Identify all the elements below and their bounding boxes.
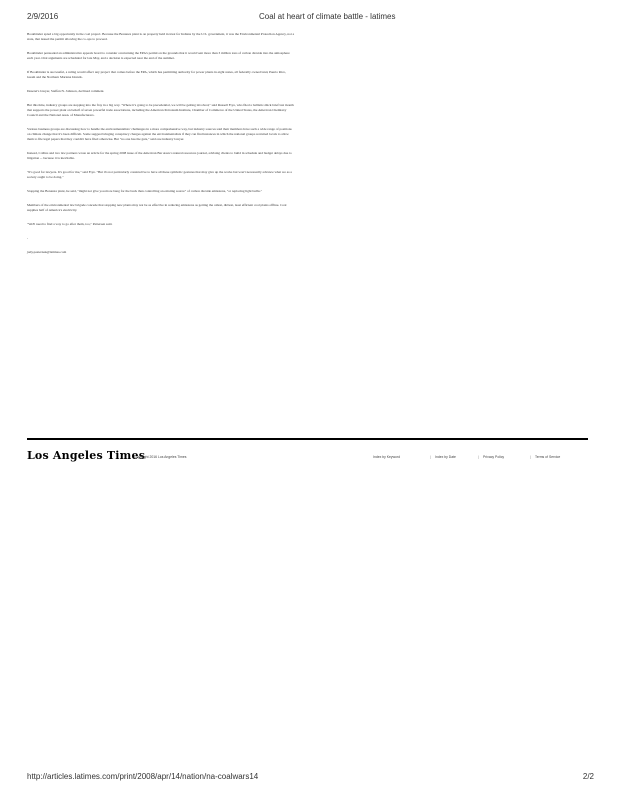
article-paragraph: If Bookbinder is successful, a ruling would affect any project that comes before the EPA, which has permitting authority for power plants in eight states, all federally owned land, Puerto Rico, Guam and the Northern Mariana Islands. bbox=[27, 70, 287, 79]
footer-link-index-date[interactable]: Index by Date bbox=[435, 455, 456, 459]
print-header bbox=[27, 12, 594, 24]
copyright-text: Copyright 2016 Los Angeles Times bbox=[134, 455, 187, 459]
footer-link-terms-of-service[interactable]: Terms of Service bbox=[535, 455, 561, 459]
article-paragraph: Deseret's lawyer, Steffen N. Johnson, declined comment. bbox=[27, 89, 105, 93]
article-paragraph: But this time, industry groups are stepping into the fray in a big way. "Where it's going to be precedential, we will be getting involved," said Russell Frye, who filed a ballistic-thick brief last month that supports the power plant on behalf of seven powerful trade associations, including the American Petroleum Institute, Chamber of Commerce of the United States, the American Chemistry Council and the National Assn. of Manufacturers. bbox=[27, 103, 294, 117]
article-body bbox=[27, 32, 295, 264]
print-page-number: 2/2 bbox=[582, 772, 594, 781]
article-paragraph: "We'll need to find a way to go after them, too," Pettersen said. bbox=[27, 222, 113, 226]
article-paragraph: Various business groups are discussing how to handle the environmentalists' challenges in a more comprehensive way, but industry sources said their members have such a wide range of positions on climate change that it's been difficult. Some suggest bringing conspiracy charges against the environmentalists if they can find instances in which the national groups recruited locals to allow them to file legal papers that they couldn't have filed otherwise. But "no one has the guts," said one industry lawyer. bbox=[27, 127, 292, 141]
site-footer bbox=[27, 438, 588, 464]
footer-link-privacy-policy[interactable]: Privacy Policy bbox=[483, 455, 505, 459]
author-email-link[interactable]: judy.pasternak@latimes.com bbox=[27, 250, 67, 254]
article-paragraph: Members of the environmental law brigade concede that stopping new plants may not be as effective in reducing emissions as getting the oldest, dirtiest, least efficient coal plants offline. Coal supplies half of America's electricity. bbox=[27, 203, 287, 212]
article-paragraph: Bookbinder persuaded an administrative appeals board to consider overturning the EPA's permit on the grounds that it would vent more than 3 million tons of carbon dioxide into the atmosphere each year. Oral arguments are scheduled for late May, and a decision is expected near the end of the summer. bbox=[27, 51, 290, 60]
footer-link-separator: | bbox=[430, 455, 431, 459]
article-paragraph: "It's good for lawyers. It's good for me," said Frye. "But it's not particularly constructive to have all these symbolic gestures that may give up the works but won't necessarily advance what we as a society ought to be doing." bbox=[27, 170, 292, 179]
la-times-logo[interactable]: Los Angeles Times bbox=[27, 449, 146, 462]
footer-link-index-keyword[interactable]: Index by Keyword bbox=[373, 455, 400, 459]
print-footer bbox=[27, 772, 594, 784]
article-paragraph: Stopping the Bonanza plant, he said, "might not give you more bang for the buck than controlling an existing source" of carbon dioxide emissions, "or replacing light bulbs." bbox=[27, 189, 263, 193]
footer-link-separator: | bbox=[478, 455, 479, 459]
print-page-title: Coal at heart of climate battle - latimes bbox=[259, 12, 396, 21]
print-date: 2/9/2016 bbox=[27, 12, 59, 21]
article-paragraph: Bookbinder spied a big opportunity in the coal project. Because the Bonanza plant is on property held in trust for Indians by the U.S. government, it was the Environmental Protection Agency, not a state, that issued the permit allowing the co-ops to proceed. bbox=[27, 32, 295, 41]
article-separator: - bbox=[27, 236, 29, 240]
article-paragraph: Instead, Collins and two law partners wrote an article for the spring 2008 issue of the American Bar Assn.'s natural resources journal, advising clients to build in schedule and budget delays due to litigation -- because it is inevitable. bbox=[27, 151, 292, 160]
print-url: http://articles.latimes.com/print/2008/apr/14/nation/na-coalwars14 bbox=[27, 772, 259, 781]
footer-link-separator: | bbox=[530, 455, 531, 459]
